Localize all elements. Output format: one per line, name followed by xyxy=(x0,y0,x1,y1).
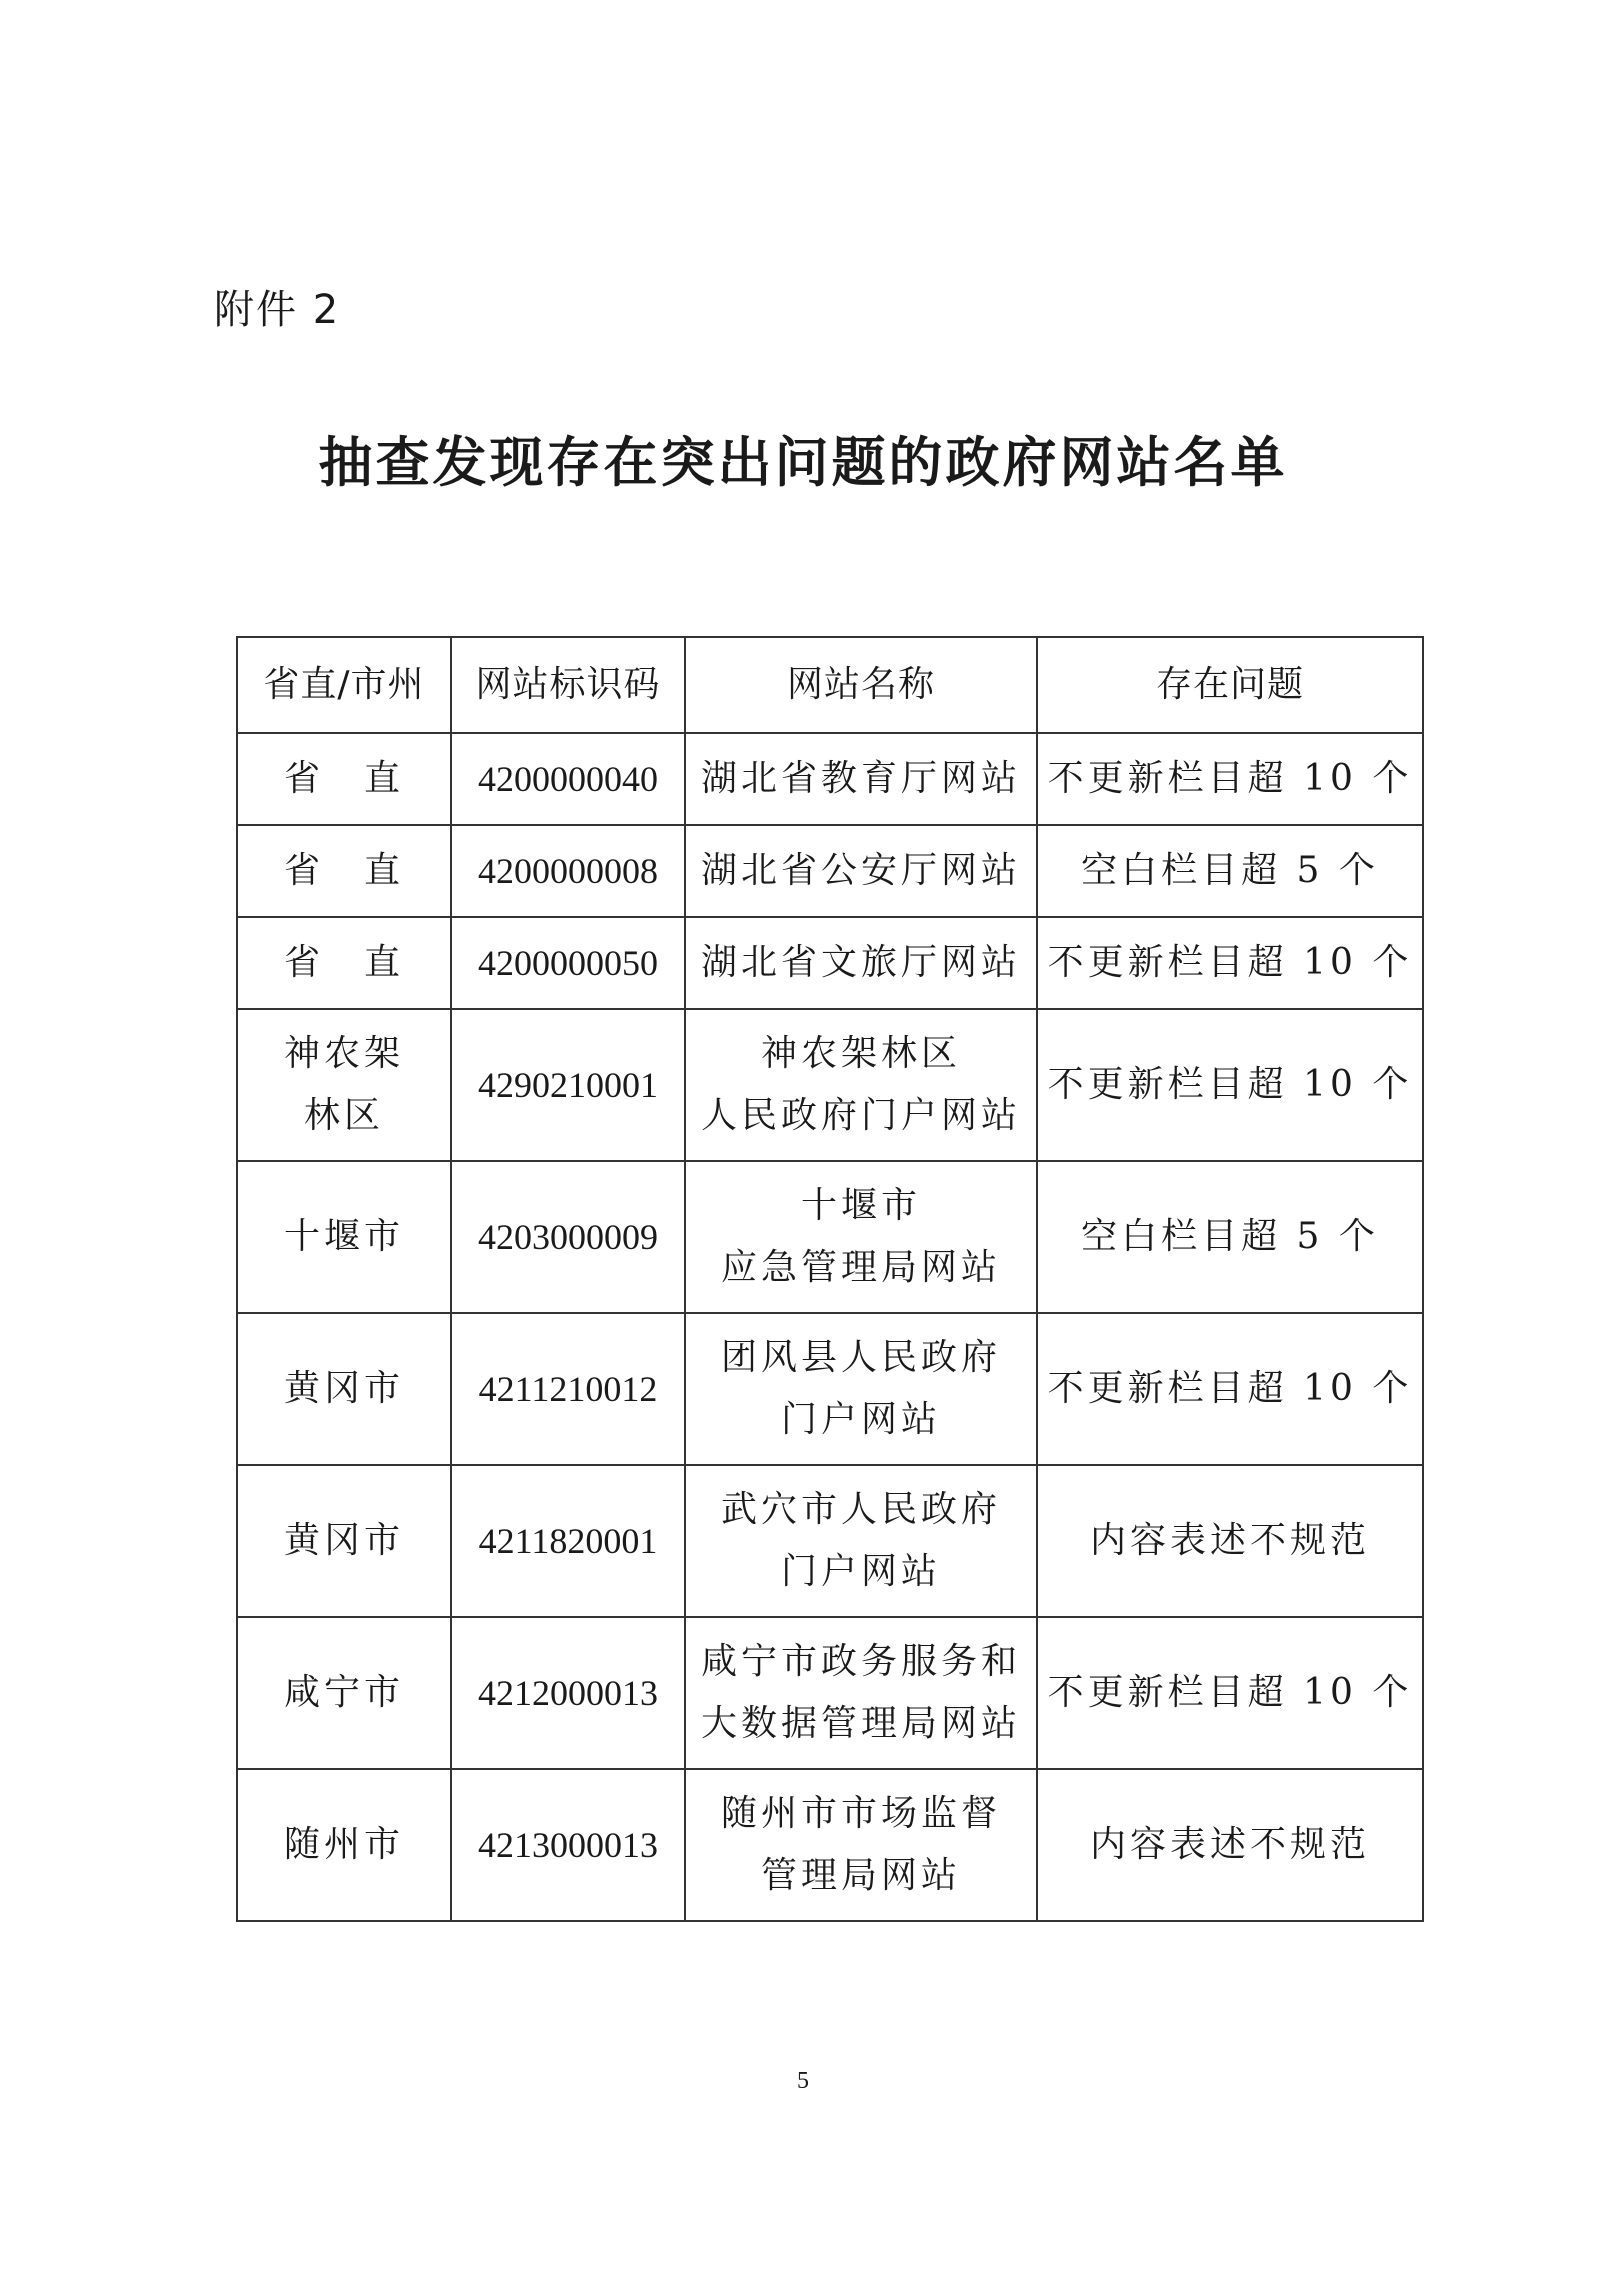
document-title: 抽查发现存在突出问题的政府网站名单 xyxy=(318,430,1288,494)
cell-region xyxy=(237,1009,451,1161)
cell-site-name xyxy=(685,1465,1037,1617)
cell-site-code: 4211820001 xyxy=(451,1465,685,1617)
cell-line: 黄冈市 xyxy=(283,1520,404,1561)
table-row xyxy=(237,1465,1423,1617)
cell-site-name xyxy=(685,1769,1037,1921)
cell-issue xyxy=(1037,733,1423,825)
cell-line: 内容表述不规范 xyxy=(1089,1824,1370,1865)
cell-site-name xyxy=(685,1161,1037,1313)
cell-region xyxy=(237,733,451,825)
cell-region xyxy=(237,1313,451,1465)
cell-line: 随州市 xyxy=(283,1824,404,1865)
cell-site-code: 4200000040 xyxy=(451,733,685,825)
cell-line: 十堰市 xyxy=(800,1185,921,1226)
cell-line: 湖北省文旅厅网站 xyxy=(700,942,1021,983)
cell-site-code: 4213000013 xyxy=(451,1769,685,1921)
cell-line: 门户网站 xyxy=(780,1551,941,1592)
attachment-label: 附件 2 xyxy=(214,287,341,333)
government-website-table xyxy=(236,636,1424,1922)
cell-region xyxy=(237,1465,451,1617)
table-row xyxy=(237,917,1423,1009)
cell-site-code: 4211210012 xyxy=(451,1313,685,1465)
cell-region xyxy=(237,1161,451,1313)
cell-line: 武穴市人民政府 xyxy=(720,1489,1001,1530)
cell-site-name xyxy=(685,733,1037,825)
cell-line: 门户网站 xyxy=(780,1399,941,1440)
cell-line: 咸宁市政务服务和 xyxy=(700,1641,1021,1682)
cell-line: 内容表述不规范 xyxy=(1089,1520,1370,1561)
header-region: 省直/市州 xyxy=(237,637,451,733)
cell-line: 大数据管理局网站 xyxy=(700,1703,1021,1744)
table-row xyxy=(237,825,1423,917)
cell-line: 黄冈市 xyxy=(283,1368,404,1409)
cell-region xyxy=(237,825,451,917)
cell-line: 空白栏目超 5 个 xyxy=(1081,1216,1379,1257)
cell-issue xyxy=(1037,1009,1423,1161)
cell-issue xyxy=(1037,917,1423,1009)
cell-region xyxy=(237,1617,451,1769)
cell-line: 湖北省公安厅网站 xyxy=(700,850,1021,891)
cell-issue xyxy=(1037,1769,1423,1921)
table-row xyxy=(237,1769,1423,1921)
cell-line: 湖北省教育厅网站 xyxy=(700,758,1021,799)
cell-line: 应急管理局网站 xyxy=(720,1247,1001,1288)
cell-issue xyxy=(1037,825,1423,917)
cell-line: 管理局网站 xyxy=(760,1855,961,1896)
cell-site-code: 4290210001 xyxy=(451,1009,685,1161)
cell-line: 不更新栏目超 10 个 xyxy=(1047,942,1413,983)
cell-site-code: 4212000013 xyxy=(451,1617,685,1769)
cell-site-code: 4200000008 xyxy=(451,825,685,917)
cell-line: 空白栏目超 5 个 xyxy=(1081,850,1379,891)
cell-issue xyxy=(1037,1313,1423,1465)
table-row xyxy=(237,733,1423,825)
cell-line: 神农架 xyxy=(283,1033,404,1074)
cell-site-code: 4200000050 xyxy=(451,917,685,1009)
cell-line: 团风县人民政府 xyxy=(720,1337,1001,1378)
cell-line: 不更新栏目超 10 个 xyxy=(1047,758,1413,799)
header-site-name: 网站名称 xyxy=(685,637,1037,733)
header-site-code: 网站标识码 xyxy=(451,637,685,733)
cell-site-name xyxy=(685,1313,1037,1465)
table-header-row xyxy=(237,637,1423,733)
cell-site-name xyxy=(685,1009,1037,1161)
table-row xyxy=(237,1313,1423,1465)
table-row xyxy=(237,1009,1423,1161)
header-issue: 存在问题 xyxy=(1037,637,1423,733)
cell-line: 十堰市 xyxy=(283,1216,404,1257)
cell-line: 随州市市场监督 xyxy=(720,1793,1001,1834)
cell-site-code: 4203000009 xyxy=(451,1161,685,1313)
cell-issue xyxy=(1037,1161,1423,1313)
cell-line: 省 直 xyxy=(283,942,404,983)
cell-line: 神农架林区 xyxy=(760,1033,961,1074)
table-row xyxy=(237,1161,1423,1313)
cell-site-name xyxy=(685,1617,1037,1769)
cell-line: 省 直 xyxy=(283,758,404,799)
cell-line: 人民政府门户网站 xyxy=(700,1095,1021,1136)
cell-line: 不更新栏目超 10 个 xyxy=(1047,1368,1413,1409)
cell-line: 林区 xyxy=(303,1095,384,1136)
table-row xyxy=(237,1617,1423,1769)
cell-site-name xyxy=(685,825,1037,917)
page-number: 5 xyxy=(797,2068,809,2094)
cell-issue xyxy=(1037,1465,1423,1617)
cell-line: 咸宁市 xyxy=(283,1672,404,1713)
cell-region xyxy=(237,917,451,1009)
cell-line: 不更新栏目超 10 个 xyxy=(1047,1672,1413,1713)
cell-line: 省 直 xyxy=(283,850,404,891)
cell-line: 不更新栏目超 10 个 xyxy=(1047,1064,1413,1105)
cell-region xyxy=(237,1769,451,1921)
cell-issue xyxy=(1037,1617,1423,1769)
cell-site-name xyxy=(685,917,1037,1009)
